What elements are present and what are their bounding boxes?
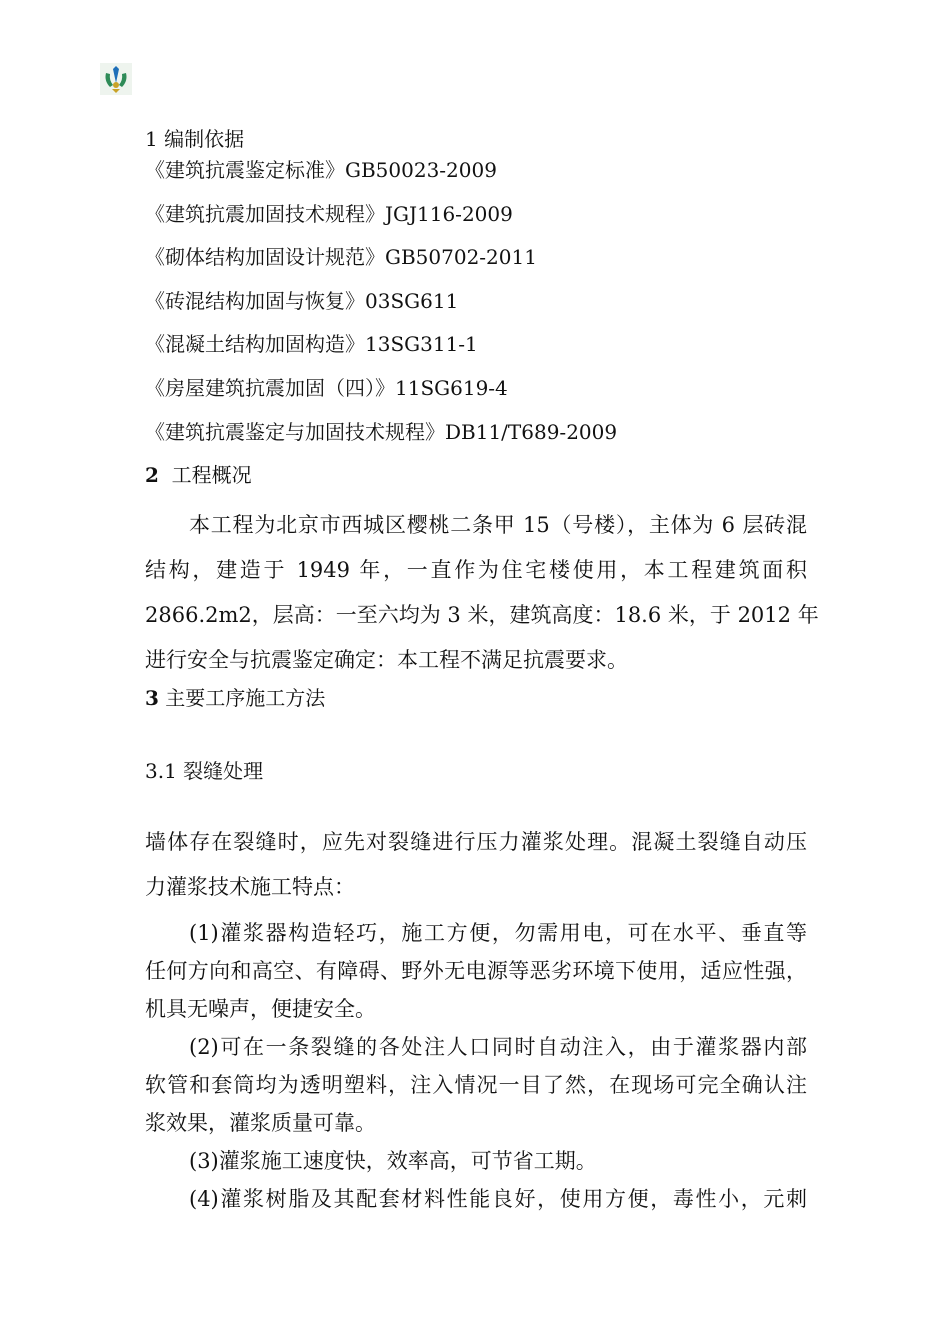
section-3-title: 主要工序施工方法 <box>165 686 326 710</box>
subsection-3-1-heading: 3.1 裂缝处理 <box>145 759 264 783</box>
paragraph-line: 结构，建造于 1949 年，一直作为住宅楼使用，本工程建筑面积 <box>145 558 807 582</box>
section-1-heading: 1 编制依据 <box>145 127 245 151</box>
reference-item: 《建筑抗震鉴定与加固技术规程》DB11/T689-2009 <box>145 420 618 444</box>
list-line: (3)灌浆施工速度快，效率高，可节省工期。 <box>189 1149 597 1173</box>
project-overview-paragraph <box>145 503 819 683</box>
reference-item: 《混凝土结构加固构造》13SG311-1 <box>145 332 478 356</box>
section-2-number: 2 <box>145 463 159 487</box>
section-3-heading <box>145 684 325 712</box>
paragraph-line: 本工程为北京市西城区樱桃二条甲 15（号楼），主体为 6 层砖混 <box>189 513 807 537</box>
paragraph-line: 进行安全与抗震鉴定确定：本工程不满足抗震要求。 <box>145 648 628 672</box>
paragraph-line: 力灌浆技术施工特点： <box>145 875 355 899</box>
section-3-number: 3 <box>145 686 159 710</box>
list-line: 软管和套筒均为透明塑料，注入情况一目了然，在现场可完全确认注 <box>145 1073 807 1097</box>
paragraph-line: 墙体存在裂缝时，应先对裂缝进行压力灌浆处理。混凝土裂缝自动压 <box>145 830 807 854</box>
grouting-features-list <box>145 914 807 1218</box>
section-2-title: 工程概况 <box>171 463 252 487</box>
reference-item: 《砖混结构加固与恢复》03SG611 <box>145 289 459 313</box>
paragraph-line: 2866.2m2，层高：一至六均为 3 米，建筑高度：18.6 米，于 2012 年 <box>145 603 819 627</box>
list-line: 浆效果，灌浆质量可靠。 <box>145 1111 376 1135</box>
reference-item: 《砌体结构加固设计规范》GB50702-2011 <box>145 245 537 269</box>
list-line: 机具无噪声，便捷安全。 <box>145 997 376 1021</box>
list-line: (1)灌浆器构造轻巧，施工方便，勿需用电，可在水平、垂直等 <box>189 921 807 945</box>
reference-item: 《建筑抗震加固技术规程》JGJ116-2009 <box>145 202 513 226</box>
section-2-heading <box>145 461 252 489</box>
reference-item: 《建筑抗震鉴定标准》GB50023-2009 <box>145 158 497 182</box>
reference-item: 《房屋建筑抗震加固（四）》11SG619-4 <box>145 376 508 400</box>
company-logo-icon <box>100 63 132 95</box>
crack-treatment-intro <box>145 820 807 910</box>
list-line: (2)可在一条裂缝的各处注人口同时自动注入，由于灌浆器内部 <box>189 1035 807 1059</box>
list-line: (4)灌浆树脂及其配套材料性能良好，使用方便，毒性小，元刺 <box>189 1187 807 1211</box>
list-line: 任何方向和高空、有障碍、野外无电源等恶劣环境下使用，适应性强， <box>145 959 807 983</box>
